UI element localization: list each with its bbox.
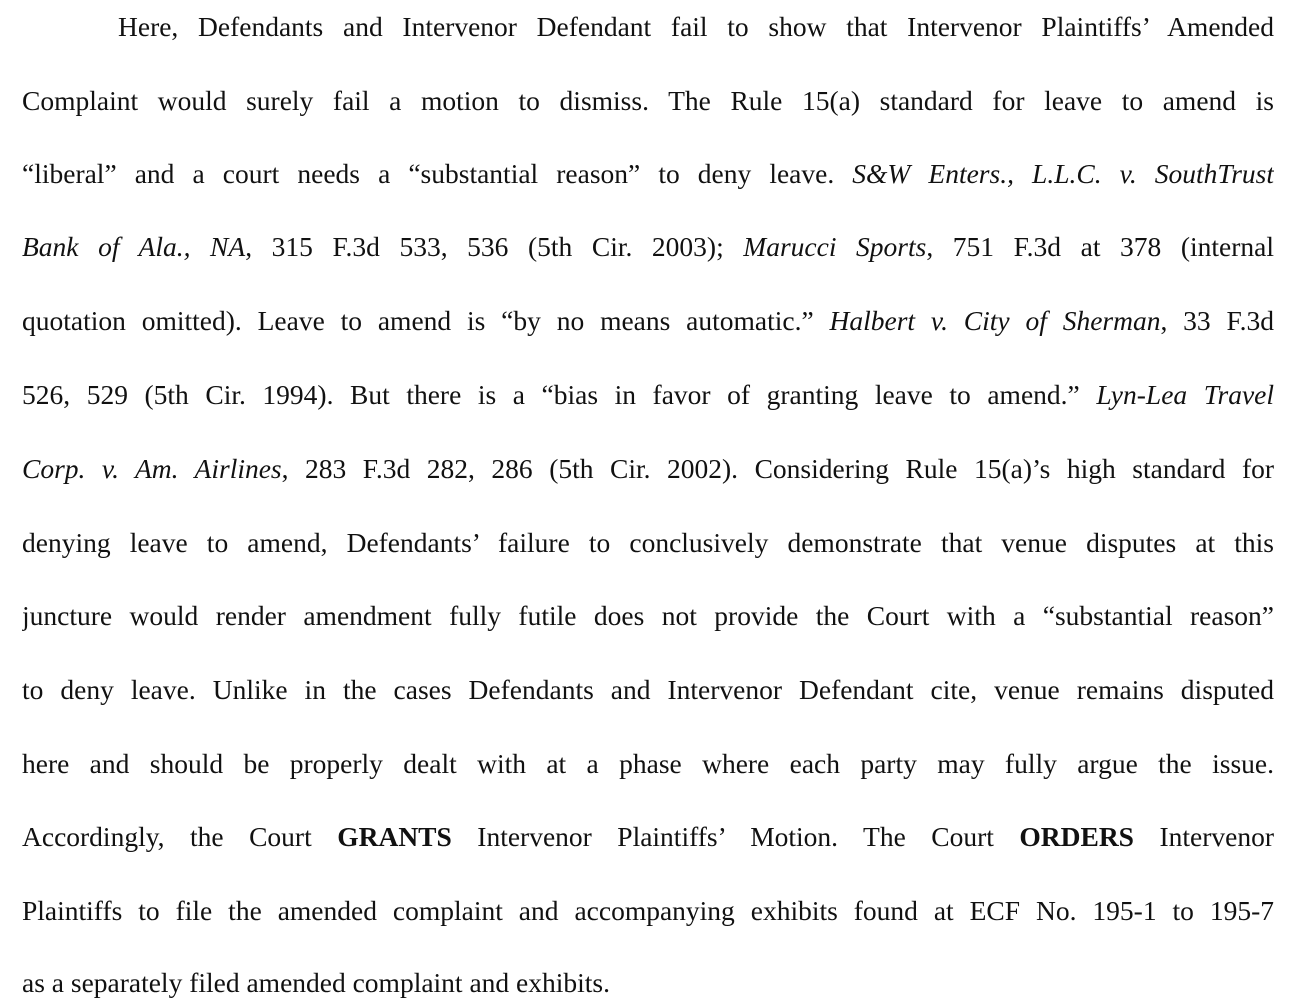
case-citation: S&W Enters., L.L.C. v. SouthTrust: [852, 158, 1274, 189]
paragraph-line-12: [22, 819, 1274, 855]
line-text: Accordingly, the Court: [22, 821, 338, 852]
paragraph-line-11: [22, 746, 1274, 782]
line-text: quotation omitted). Leave to amend is “by no means automatic.”: [22, 305, 830, 336]
line-text: Complaint would surely fail a motion to dismiss. The Rule 15(a) standard for leave to amend is: [22, 85, 1274, 116]
line-text: 526, 529 (5th Cir. 1994). But there is a “bias in favor of granting leave to amend.”: [22, 379, 1097, 410]
line-text: , 751 F.3d at 378 (internal: [926, 231, 1274, 262]
case-citation: Lyn-Lea Travel: [1096, 379, 1274, 410]
line-text: Intervenor Plaintiffs’ Motion. The Court: [451, 821, 1020, 852]
paragraph-line-10: [22, 672, 1274, 708]
line-text: as a separately filed amended complaint and exhibits.: [22, 967, 610, 998]
line-text: , 315 F.3d 533, 536 (5th Cir. 2003);: [245, 231, 744, 262]
paragraph-line-9: [22, 598, 1274, 634]
paragraph-line-8: [22, 525, 1274, 561]
line-text: here and should be properly dealt with at a phase where each party may fully argue the issue.: [22, 748, 1274, 779]
paragraph-line-14: [22, 965, 1274, 1001]
line-text: to deny leave. Unlike in the cases Defendants and Intervenor Defendant cite, venue remains disputed: [22, 674, 1274, 705]
case-citation: Bank of Ala., NA: [22, 231, 246, 262]
case-citation: Marucci Sports: [743, 231, 927, 262]
line-text: Intervenor: [1133, 821, 1274, 852]
line-text: Here, Defendants and Intervenor Defendant fail to show that Intervenor Plaintiffs’ Amended: [118, 11, 1274, 42]
paragraph-line-5: [22, 303, 1274, 339]
line-text: Plaintiffs to file the amended complaint and accompanying exhibits found at ECF No. 195-1 to 195-7: [22, 895, 1274, 926]
line-text: juncture would render amendment fully futile does not provide the Court with a “substantial reason”: [22, 600, 1274, 631]
paragraph-line-4: [22, 229, 1274, 265]
paragraph-line-13: [22, 893, 1274, 929]
paragraph-line-6: [22, 377, 1274, 413]
emphasis-orders: ORDERS: [1019, 821, 1134, 852]
line-text: “liberal” and a court needs a “substantial reason” to deny leave.: [22, 158, 853, 189]
line-text: , 283 F.3d 282, 286 (5th Cir. 2002). Considering Rule 15(a)’s high standard for: [281, 453, 1274, 484]
case-citation: Halbert v. City of Sherman: [829, 305, 1161, 336]
paragraph-line-7: [22, 451, 1274, 487]
emphasis-grants: GRANTS: [337, 821, 452, 852]
paragraph-line-3: [22, 156, 1274, 192]
line-text: denying leave to amend, Defendants’ failure to conclusively demonstrate that venue disputes at this: [22, 527, 1274, 558]
case-citation: Corp. v. Am. Airlines: [22, 453, 282, 484]
paragraph-line-2: [22, 83, 1274, 119]
paragraph-line-1: [118, 9, 1274, 45]
line-text: , 33 F.3d: [1160, 305, 1274, 336]
